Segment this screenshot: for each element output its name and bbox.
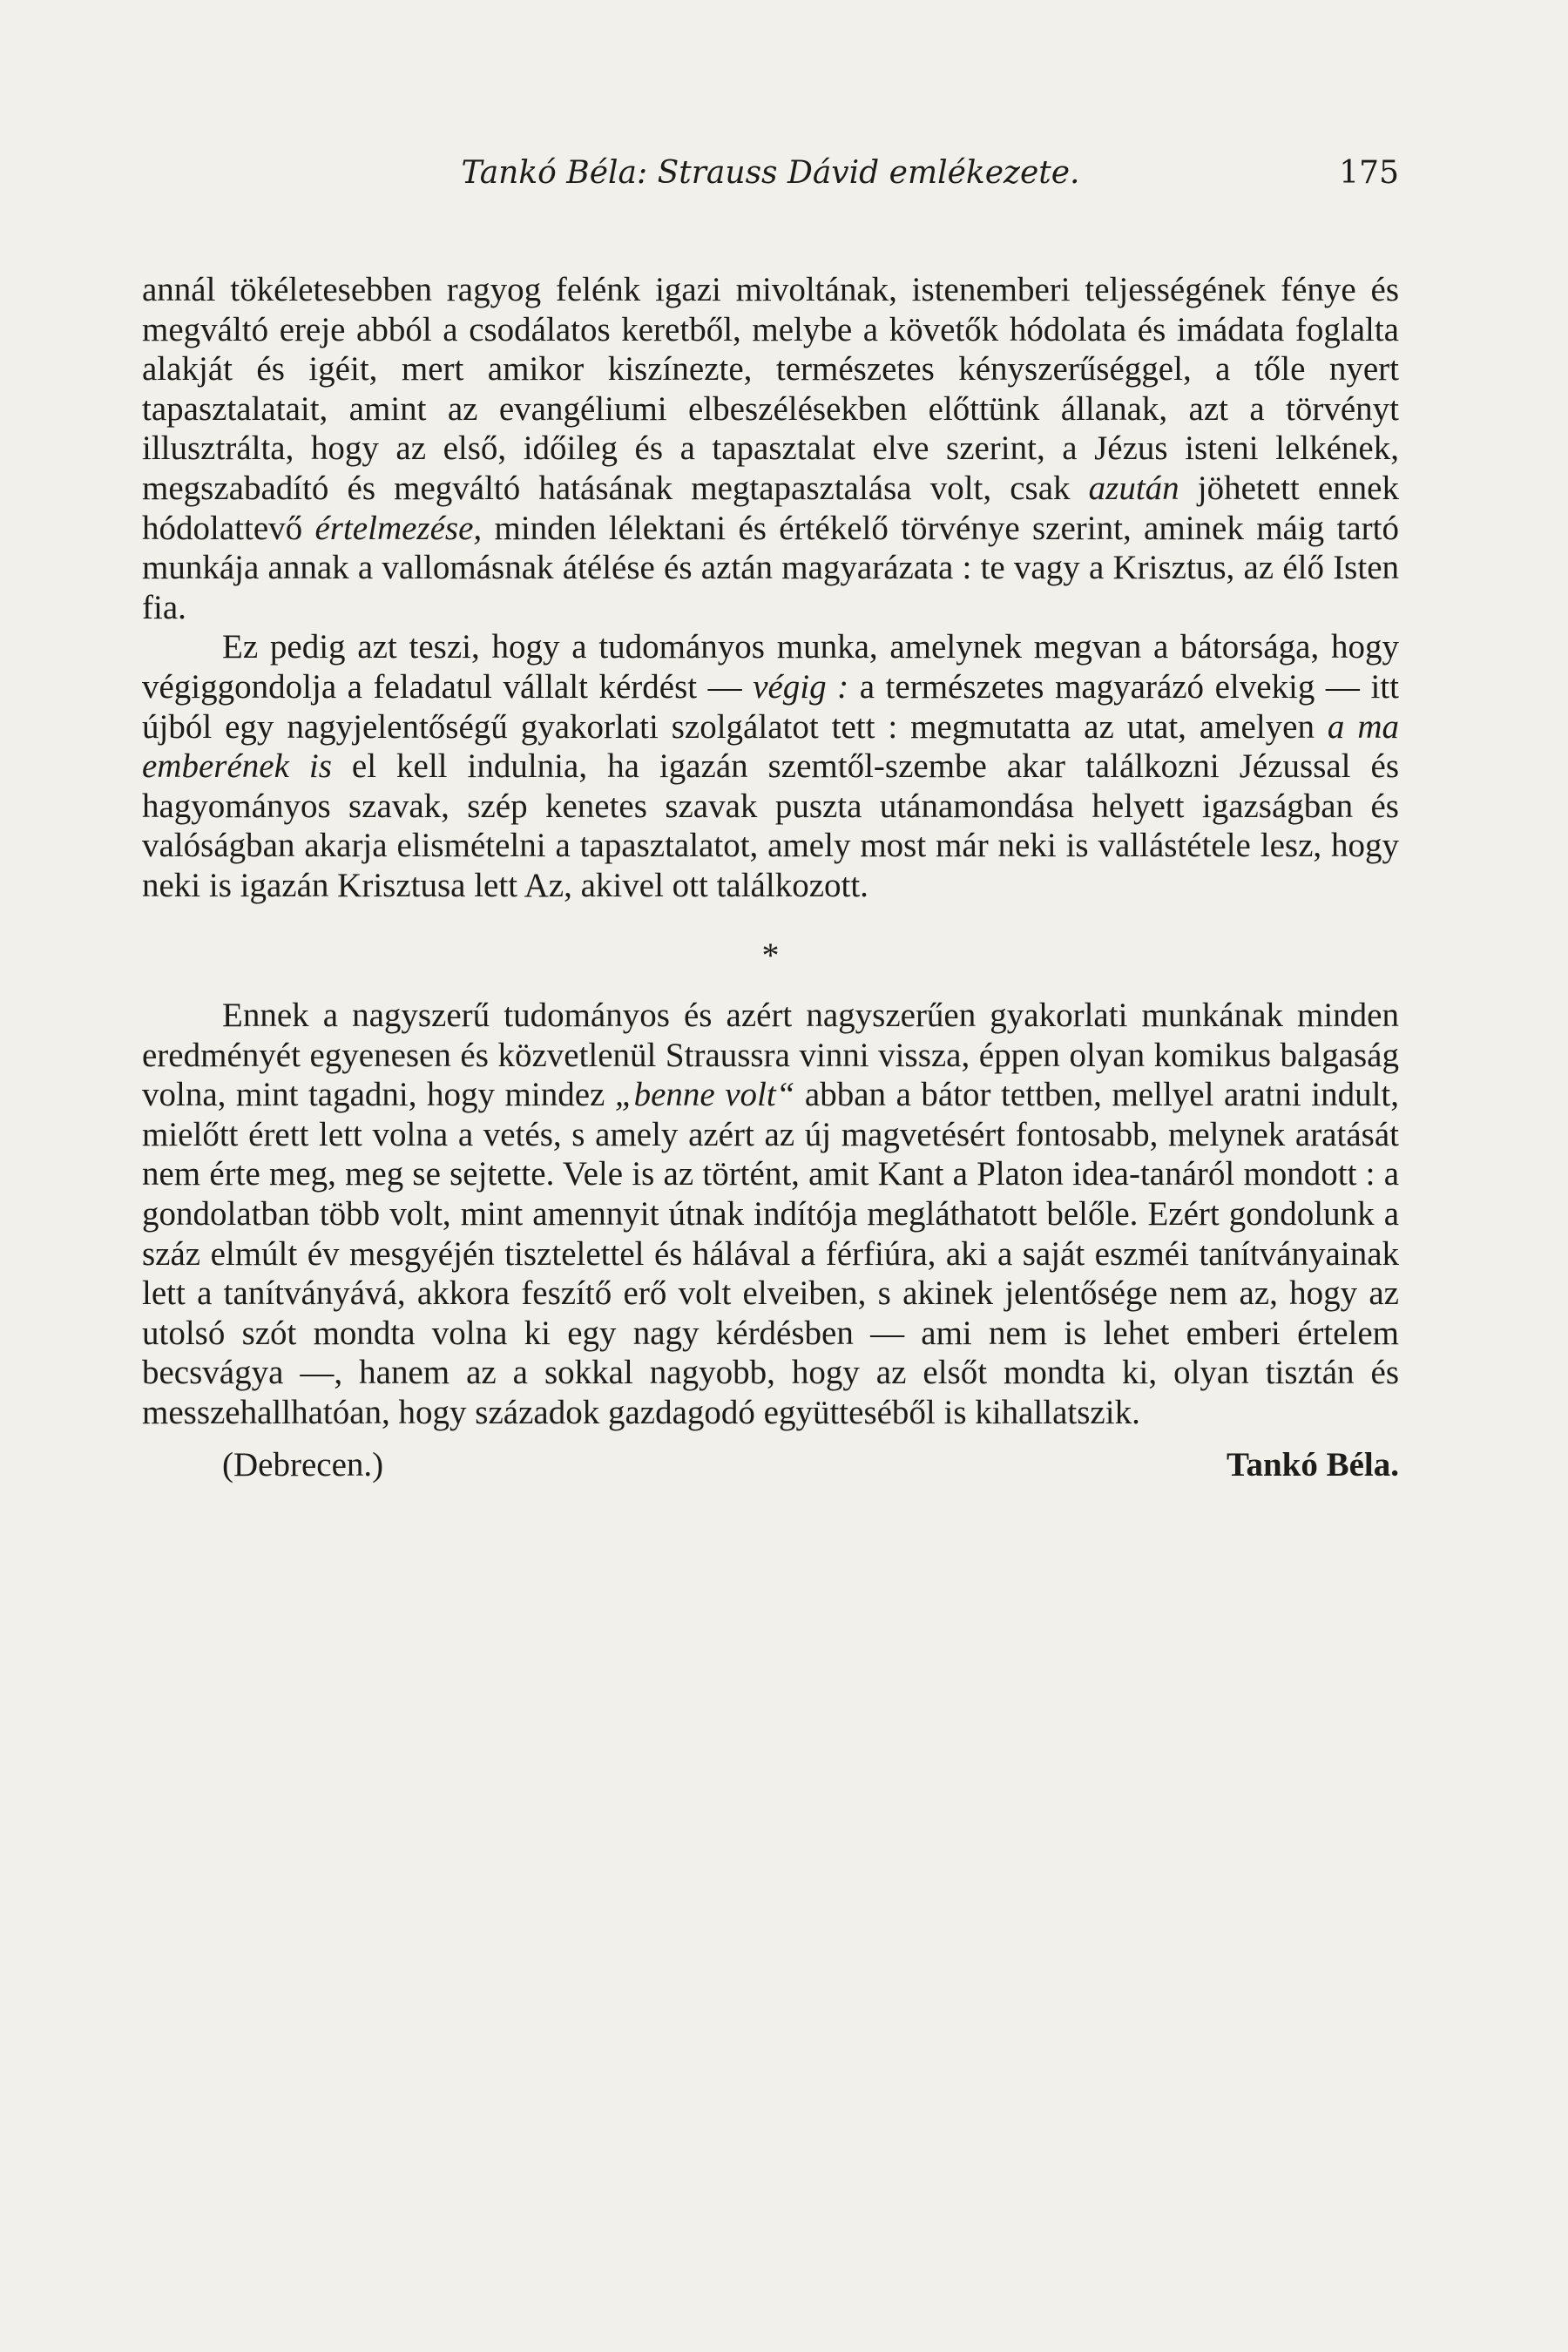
- emphasis-text: azután: [1088, 469, 1179, 507]
- paragraph-continuation: [142, 270, 1399, 627]
- signature-line: [142, 1445, 1399, 1497]
- text-run: minden lélektani és értékelő törvénye szerint, aminek máig tartó munkája annak a vallomásnak átélése és aztán magyarázata : te vagy a Krisztus, az élő Isten fia.: [142, 509, 1399, 626]
- running-title: Tankó Béla: Strauss Dávid emlékezete.: [461, 155, 1080, 191]
- emphasis-text: értelmezése,: [314, 509, 483, 547]
- text-run: el kell indulnia, ha igazán szemtől-szembe akar találkozni Jézussal és hagyományos szavak, szép kenetes szavak puszta utánamondása helyett igazságban és valóságban akarja elismételni a tapasztalatot, amely most már neki is vallástétele lesz, hogy neki is igazán Krisztusa lett Az, akivel ott találkozott.: [142, 747, 1400, 904]
- text-run: jöhetett ennek hódolattevő: [142, 469, 1399, 547]
- text-run: a természetes magyarázó elvekig — itt újból egy nagyjelentőségű gyakorlati szolgálatot tett : megmutatta az utat, amelyen: [142, 667, 1399, 746]
- emphasis-text: végig :: [753, 667, 849, 706]
- body-text: [142, 270, 1399, 1497]
- paragraph: [142, 996, 1399, 1433]
- signature-author: Tankó Béla.: [1227, 1445, 1399, 1484]
- paragraph: [142, 627, 1399, 905]
- text-run: annál tökéletesebben ragyog felénk igazi mivoltának, istenemberi teljességének fénye és megváltó ereje abból a csodálatos keretből, melybe a követők hódolata és imádata foglalta alakját és igéit, mert amikor kiszínezte, természetes kényszerűséggel, a tőle nyert tapasztalatait, amint az evangéliumi elbeszélésekben előttünk állanak, azt a törvényt illusztrálta, hogy az első, időileg és a tapasztalat elve szerint, a Jézus isteni lelkének, megszabadító és megváltó hatásának megtapasztalása volt, csak: [142, 271, 1399, 507]
- running-header: [142, 155, 1399, 207]
- text-run: Ennek a nagyszerű tudományos és azért nagyszerűen gyakorlati munkának minden eredményét egyenesen és közvetlenül Straussra vinni vissza, éppen olyan komikus balgaság volna, mint tagadni, hogy mindez: [142, 997, 1399, 1114]
- page-number: 175: [1339, 155, 1399, 191]
- section-separator: *: [761, 935, 780, 975]
- emphasis-text: „benne volt“: [614, 1076, 795, 1114]
- text-run: Ez pedig azt teszi, hogy a tudományos munka, amelynek megvan a bátorsága, hogy végiggondolja a feladatul vállalt kérdést —: [142, 628, 1399, 706]
- signature-place: (Debrecen.): [222, 1445, 384, 1484]
- text-run: abban a bátor tettben, mellyel aratni indult, mielőtt érett lett volna a vetés, s amely azért az új magvetésért fontosabb, melynek aratását nem érte meg, meg se sejtette. Vele is az történt, amit Kant a Platon idea-tanáról mondott : a gondolatban több volt, mint amennyit útnak indítója megláthatott belőle. Ezért gondolunk a száz elmúlt év mesgyéjén tisztelettel és hálával a férfiúra, aki a saját eszméi tanítványainak lett a tanítványává, akkora feszítő erő volt elveiben, s akinek jelentősége nem az, hogy az utolsó szót mondta volna ki egy nagy kérdésben — ami nem is lehet emberi értelem becsvágya —, hanem az a sokkal nagyobb, hogy az elsőt mondta ki, olyan tisztán és messzehallhatóan, hogy századok gazdagodó együtteséből is kihallatszik.: [142, 1076, 1400, 1432]
- emphasis-text: a ma emberének is: [142, 707, 1399, 786]
